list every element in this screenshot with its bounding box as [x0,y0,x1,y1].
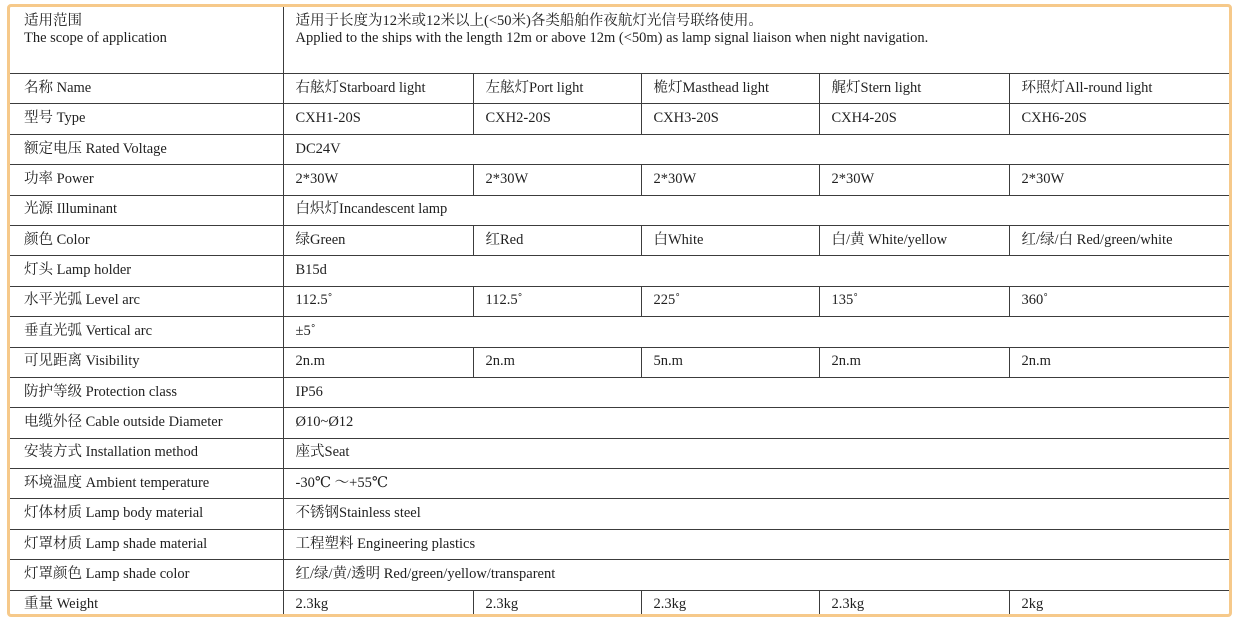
spec-value-cell: 工程塑料 Engineering plastics [283,529,1229,559]
spec-row [10,438,1229,468]
spec-value-cell: 225˚ [641,286,819,316]
spec-row [10,165,1229,195]
spec-value-cell: 右舷灯Starboard light [283,74,473,104]
spec-value-cell: 桅灯Masthead light [641,74,819,104]
spec-row [10,195,1229,225]
spec-row [10,499,1229,529]
spec-row [10,377,1229,407]
spec-label: 重量 Weight [10,590,283,617]
spec-row [10,317,1229,347]
spec-row [10,74,1229,104]
spec-value-cell: B15d [283,256,1229,286]
spec-table [10,7,1229,617]
spec-value-cell: CXH6-20S [1009,104,1229,134]
spec-value-cell: 2*30W [283,165,473,195]
spec-label: 垂直光弧 Vertical arc [10,317,283,347]
spec-value-cell: IP56 [283,377,1229,407]
spec-value-cell: 白White [641,225,819,255]
spec-value-cell: Ø10~Ø12 [283,408,1229,438]
spec-value-cell: 左舷灯Port light [473,74,641,104]
spec-label: 可见距离 Visibility [10,347,283,377]
spec-label: 颜色 Color [10,225,283,255]
spec-row [10,104,1229,134]
spec-label: 灯头 Lamp holder [10,256,283,286]
spec-label: 功率 Power [10,165,283,195]
spec-value-cell: 2n.m [1009,347,1229,377]
spec-value-cell: 2*30W [1009,165,1229,195]
spec-label: 型号 Type [10,104,283,134]
spec-value-cell: 112.5˚ [283,286,473,316]
spec-value-cell: 白炽灯Incandescent lamp [283,195,1229,225]
spec-row [10,560,1229,590]
spec-table-frame [7,4,1232,617]
spec-value-cell: ±5˚ [283,317,1229,347]
spec-value-cell: 座式Seat [283,438,1229,468]
spec-value-cell: 红/绿/黄/透明 Red/green/yellow/transparent [283,560,1229,590]
spec-value-cell: 2*30W [641,165,819,195]
scope-value-cell [283,7,1229,74]
spec-row [10,469,1229,499]
spec-value-cell: CXH3-20S [641,104,819,134]
spec-value-cell: 不锈钢Stainless steel [283,499,1229,529]
spec-label: 名称 Name [10,74,283,104]
spec-value-cell: 135˚ [819,286,1009,316]
spec-label: 防护等级 Protection class [10,377,283,407]
spec-value-cell: DC24V [283,134,1229,164]
scope-label-cn: 适用范围 [24,13,82,29]
scope-row [10,7,1229,74]
spec-row [10,225,1229,255]
spec-value-cell: 2n.m [473,347,641,377]
spec-row [10,134,1229,164]
spec-label: 安装方式 Installation method [10,438,283,468]
spec-label: 光源 Illuminant [10,195,283,225]
spec-value-cell: 艉灯Stern light [819,74,1009,104]
spec-value-cell: 2.3kg [283,590,473,617]
spec-value-cell: 红Red [473,225,641,255]
spec-value-cell: 红/绿/白 Red/green/white [1009,225,1229,255]
spec-value-cell: 2kg [1021,596,1044,613]
spec-label: 额定电压 Rated Voltage [10,134,283,164]
spec-label: 灯体材质 Lamp body material [10,499,283,529]
spec-value-cell: 2*30W [473,165,641,195]
scope-label-en: The scope of application [24,30,167,47]
spec-value-cell: CXH2-20S [473,104,641,134]
spec-row [10,590,1229,617]
scope-value-cn: 适用于长度为12米或12米以上(<50米)各类船舶作夜航灯光信号联络使用。 [295,13,763,29]
scope-label-cell [10,7,283,74]
spec-row [10,256,1229,286]
spec-label: 灯罩颜色 Lamp shade color [10,560,283,590]
scope-value-en: Applied to the ships with the length 12m or above 12m (<50m) as lamp signal liaison when night navigation. [295,30,929,47]
spec-label: 水平光弧 Level arc [10,286,283,316]
spec-value-cell: 2.3kg [641,590,819,617]
spec-value-cell: 2.3kg [819,590,1009,617]
spec-label: 灯罩材质 Lamp shade material [10,529,283,559]
spec-value-cell: 2n.m [819,347,1009,377]
spec-value-cell: 白/黄 White/yellow [819,225,1009,255]
spec-row [10,347,1229,377]
spec-value-cell: 2*30W [819,165,1009,195]
spec-value-cell: 2n.m [283,347,473,377]
spec-value-cell: CXH4-20S [819,104,1009,134]
spec-value-cell: 2.3kg [473,590,641,617]
spec-value-cell: 360˚ [1009,286,1229,316]
spec-value-cell: 5n.m [641,347,819,377]
spec-row [10,529,1229,559]
spec-label: 电缆外径 Cable outside Diameter [10,408,283,438]
spec-row [10,286,1229,316]
spec-value-cell: 环照灯All-round light [1009,74,1229,104]
spec-value-cell: 112.5˚ [473,286,641,316]
spec-label: 环境温度 Ambient temperature [10,469,283,499]
spec-row [10,408,1229,438]
spec-value-cell: CXH1-20S [283,104,473,134]
spec-value-cell: 绿Green [283,225,473,255]
spec-value-cell: -30℃ ～+55℃ [283,469,1229,499]
